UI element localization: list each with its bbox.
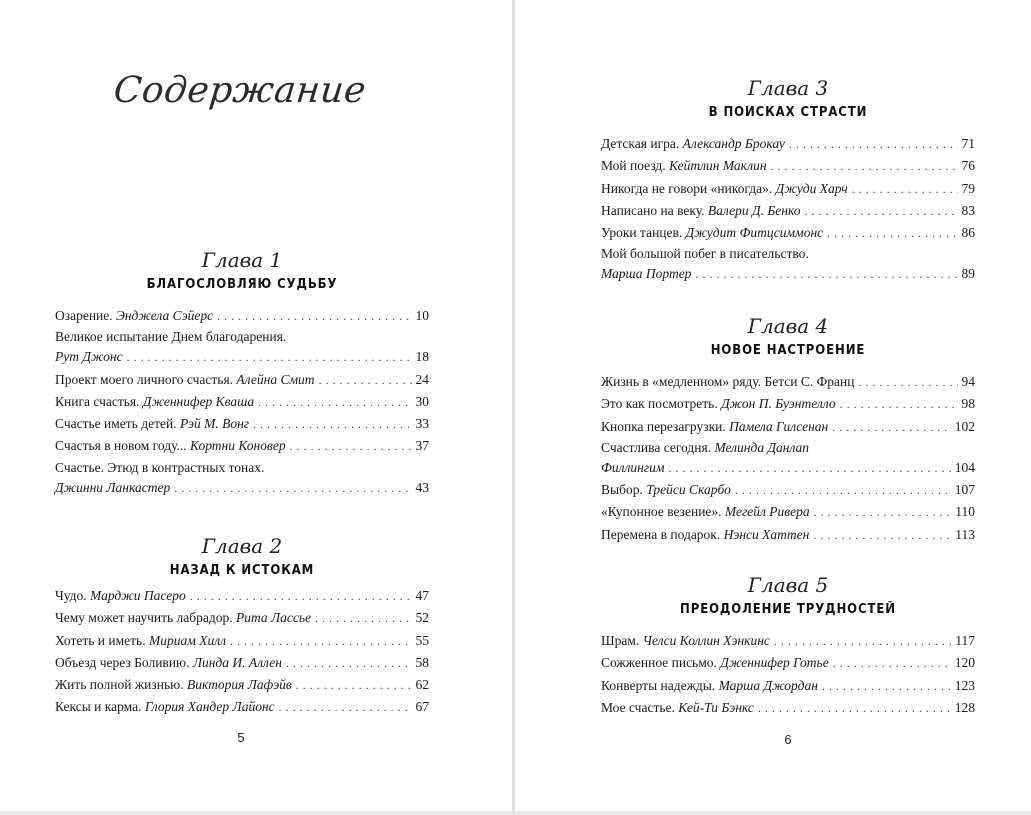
toc-entry[interactable] [601,479,975,501]
entry-page-number: 37 [415,438,429,454]
entry-page-number: 128 [954,699,975,715]
contents-title: Содержание [111,70,369,111]
toc-entry[interactable] [601,178,975,200]
entry-author: Марша Портер [601,266,692,282]
chapter-title: НОВОЕ НАСТРОЕНИЕ [710,343,866,358]
dot-leader [814,501,952,523]
toc-entry[interactable] [601,133,975,155]
toc-entry[interactable] [601,438,975,479]
chapter-label: Глава 3 [747,76,829,100]
entry-author: Алейна Смит [236,371,315,387]
entry-title: Хотеть и иметь. [55,632,146,648]
entry-page-number: 71 [961,136,975,151]
entry-title: Счастье. Этюд в контрастных тонах. [55,459,265,475]
toc-list [601,630,975,719]
entry-title: Перемена в подарок. [601,526,721,542]
entry-author: Марша Джордан [718,677,818,693]
entry-title: «Купонное везение». [601,504,722,520]
toc-list [55,305,429,499]
toc-entry[interactable] [601,393,975,415]
entry-title: Чудо. [55,588,87,603]
dot-leader [833,652,951,674]
toc-entry[interactable] [55,413,429,435]
entry-title: Написано на веку. [601,202,705,218]
toc-list [601,371,975,546]
toc-entry[interactable] [601,244,975,285]
chapter-4-section [601,312,975,546]
entry-author: Челси Коллин Хэнкинс [642,633,770,648]
chapter-5-section [601,571,975,719]
toc-entry[interactable] [55,696,429,718]
entry-title: Мой большой побег в писательство. [601,246,809,262]
entry-title: Счастлива сегодня. [601,439,712,455]
toc-entry[interactable] [601,524,975,546]
entry-title: Счастья в новом году... [55,438,187,454]
toc-entry[interactable] [55,652,429,674]
dot-leader [774,630,951,652]
dot-leader [789,133,958,155]
dot-leader [805,200,958,222]
entry-author: Валери Д. Бенко [707,202,801,218]
entry-author: Линда И. Аллен [192,654,282,670]
entry-author: Джон П. Буэнтелло [721,396,836,412]
toc-entry[interactable] [55,327,429,368]
dot-leader [832,416,951,438]
toc-entry[interactable] [55,585,429,607]
dot-leader [174,477,411,499]
entry-author: Кейтлин Маклин [669,158,767,174]
toc-entry[interactable] [55,458,429,499]
entry-author: Бетси С. Франц [764,374,855,389]
toc-entry[interactable] [601,200,975,222]
entry-title: Проект моего личного счастья. [55,371,234,387]
entry-title: Кнопка перезагрузки. [601,418,726,434]
entry-author: Рэй М. Вонг [179,416,250,432]
entry-page-number: 104 [954,459,975,475]
entry-page-number: 55 [415,632,429,648]
entry-author: Джуди Харч [775,180,848,196]
left-page [0,0,512,811]
dot-leader [296,674,412,696]
entry-page-number: 30 [415,393,429,409]
entry-title: Объезд через Боливию. [55,654,190,670]
entry-title: Жить полной жизнью. [55,677,184,693]
dot-leader [290,435,412,457]
chapter-1-section [55,246,429,499]
right-page [515,0,1031,811]
chapter-label: Глава 4 [747,314,829,338]
dot-leader [217,305,411,327]
toc-entry[interactable] [601,501,975,523]
entry-page-number: 94 [961,374,975,389]
entry-author: Рут Джонс [55,349,123,365]
dot-leader [735,479,951,501]
entry-page-number: 52 [415,610,429,626]
entry-author: Нэнси Хаттен [723,526,810,542]
toc-entry[interactable] [55,435,429,457]
entry-page-number: 24 [415,371,429,387]
entry-title: Жизнь в «медленном» ряду. [601,374,762,389]
entry-title: Книга счастья. [55,393,140,409]
entry-page-number: 62 [415,677,429,693]
dot-leader [230,630,412,652]
entry-page-number: 47 [415,588,429,603]
toc-entry[interactable] [55,391,429,413]
entry-author: Дженнифер Готье [720,655,829,671]
entry-title: Озарение. [55,308,113,323]
dot-leader [315,607,411,629]
toc-entry[interactable] [601,155,975,177]
entry-page-number: 83 [961,202,975,218]
entry-author: Мелинда Данлап [714,439,810,455]
entry-author: Мириам Хилл [148,632,226,648]
entry-title: Кексы и карма. [55,699,142,715]
dot-leader [758,697,951,719]
entry-author: Виктория Лафэйв [186,677,292,693]
dot-leader [827,222,957,244]
dot-leader [279,696,412,718]
chapter-label: Глава 1 [201,248,283,272]
dot-leader [127,346,412,368]
entry-author: Мегейл Ривера [724,504,810,520]
chapter-title: НАЗАД К ИСТОКАМ [169,563,315,578]
entry-title: Уроки танцев. [601,225,683,241]
entry-title: Чему может научить лабрадор. [55,610,233,626]
entry-title: Это как посмотреть. [601,396,718,412]
entry-author: Памела Гилсенан [729,418,829,434]
chapter-title: В ПОИСКАХ СТРАСТИ [708,105,868,120]
toc-entry[interactable] [601,416,975,438]
page-number: 5 [237,730,245,745]
dot-leader [668,457,950,479]
entry-page-number: 102 [954,418,975,434]
entry-page-number: 123 [954,677,975,693]
entry-page-number: 113 [955,526,975,542]
chapter-title: БЛАГОСЛОВЛЯЮ СУДЬБУ [146,277,338,292]
entry-author: Энджела Сэйерс [116,308,214,323]
entry-author: Александр Брокау [682,136,785,151]
toc-list [601,133,975,286]
dot-leader [253,413,411,435]
entry-page-number: 76 [961,158,975,174]
toc-entry[interactable] [601,222,975,244]
chapter-label: Глава 2 [201,534,283,558]
entry-author: Джинни Ланкастер [55,479,171,495]
entry-title: Великое испытание Днем благодарения. [55,329,287,345]
entry-page-number: 98 [961,396,975,412]
entry-page-number: 117 [955,633,975,648]
chapter-2-section [55,532,429,719]
entry-author: Филлингим [601,459,665,475]
toc-entry[interactable] [55,305,429,327]
dot-leader [771,155,958,177]
entry-title: Мое счастье. [601,699,675,715]
dot-leader [286,652,412,674]
entry-page-number: 89 [961,266,975,282]
entry-author: Трейси Скарбо [646,482,731,498]
entry-title: Мой поезд. [601,158,666,174]
toc-entry[interactable] [601,630,975,652]
entry-page-number: 58 [415,654,429,670]
dot-leader [852,178,958,200]
chapter-title: ПРЕОДОЛЕНИЕ ТРУДНОСТЕЙ [680,602,896,617]
entry-title: Сожженное письмо. [601,655,717,671]
entry-author: Дженнифер Кваша [142,393,255,409]
entry-page-number: 110 [955,504,975,520]
dot-leader [319,369,412,391]
toc-entry[interactable] [601,697,975,719]
toc-list [55,585,429,719]
entry-author: Кей-Ти Бэнкс [678,699,754,715]
entry-page-number: 107 [954,482,975,498]
toc-entry[interactable] [601,675,975,697]
entry-page-number: 86 [961,225,975,241]
entry-author: Марджи Пасеро [90,588,186,603]
entry-author: Кортни Коновер [190,438,286,454]
entry-page-number: 79 [961,180,975,196]
toc-entry[interactable] [55,630,429,652]
entry-page-number: 33 [415,416,429,432]
entry-title: Конверты надежды. [601,677,716,693]
entry-page-number: 10 [415,308,429,323]
entry-page-number: 67 [415,699,429,715]
entry-title: Шрам. [601,633,640,648]
dot-leader [840,393,958,415]
entry-page-number: 18 [415,349,429,365]
toc-entry[interactable] [55,674,429,696]
entry-page-number: 120 [954,655,975,671]
entry-author: Рита Лассье [236,610,312,626]
toc-entry[interactable] [55,607,429,629]
dot-leader [813,524,951,546]
toc-entry[interactable] [601,652,975,674]
dot-leader [190,585,412,607]
entry-title: Детская игра. [601,136,680,151]
toc-entry[interactable] [601,371,975,393]
dot-leader [258,391,411,413]
entry-author: Джудит Фитцсиммонс [685,225,824,241]
entry-title: Выбор. [601,482,643,498]
dot-leader [858,371,957,393]
entry-author: Глория Хандер Лайонс [144,699,275,715]
chapter-label: Глава 5 [747,573,829,597]
chapter-3-section [601,74,975,286]
entry-page-number: 43 [415,479,429,495]
toc-entry[interactable] [55,369,429,391]
page-number: 6 [784,732,792,747]
dot-leader [695,263,957,285]
dot-leader [822,675,951,697]
entry-title: Никогда не говори «никогда». [601,180,773,196]
entry-title: Счастье иметь детей. [55,416,177,432]
